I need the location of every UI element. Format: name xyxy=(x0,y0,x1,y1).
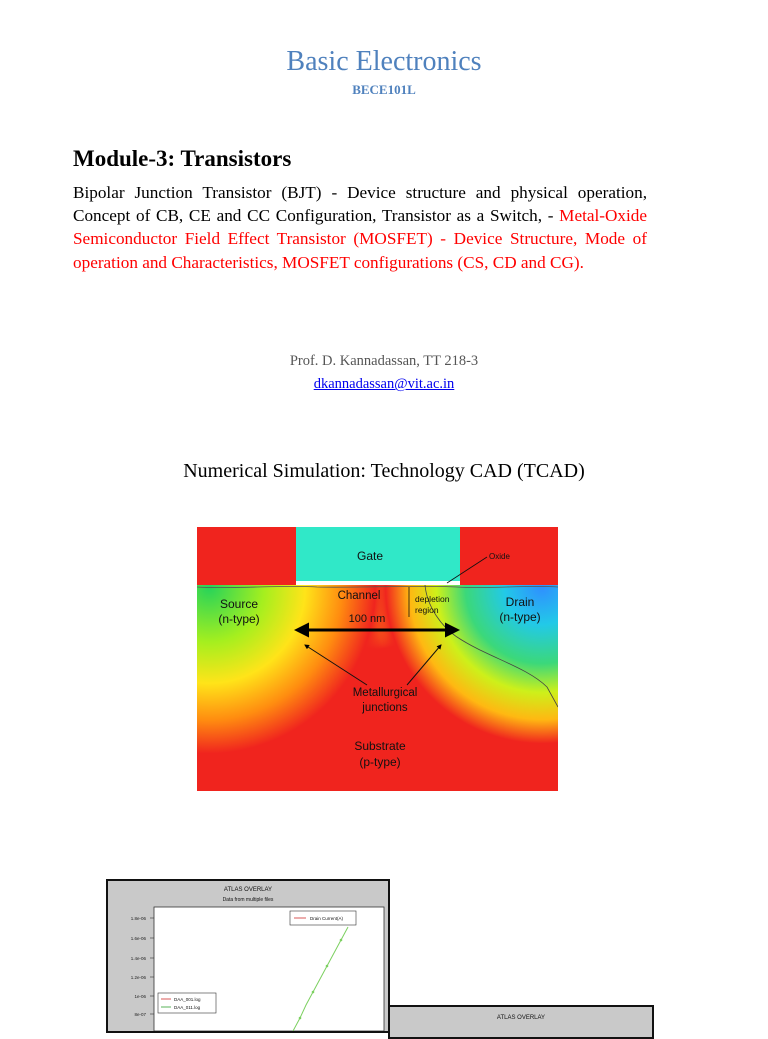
atlas-plot-1-canvas xyxy=(108,881,388,1031)
depletion-label-2: region xyxy=(415,605,439,615)
plot1-legend-a: DAA_001.log xyxy=(174,997,201,1002)
gate-label: Gate xyxy=(356,549,384,563)
plot2-title: ATLAS OVERLAY xyxy=(496,1015,546,1021)
source-label-1: Source xyxy=(219,597,259,611)
substrate-label-2: (p-type) xyxy=(359,755,401,769)
plot1-ytick: 1e-06 xyxy=(134,994,146,999)
drain-label-1: Drain xyxy=(505,595,535,609)
atlas-plot-1 xyxy=(106,879,390,1033)
depletion-label-1: depletion xyxy=(415,594,450,604)
plot1-legend-files xyxy=(158,993,216,1013)
substrate-label-1: Substrate xyxy=(354,739,406,753)
channel-label: Channel xyxy=(337,590,381,602)
plot1-ytick: 1.2e-06 xyxy=(130,975,146,980)
email-link[interactable]: dkannadassan@vit.ac.in xyxy=(313,376,455,392)
plot1-title: ATLAS OVERLAY xyxy=(223,887,273,893)
atlas-plot-2 xyxy=(388,1005,654,1039)
oxide-label: Oxide xyxy=(489,552,510,561)
plot1-ytick: 8e-07 xyxy=(134,1012,146,1017)
plot1-ytick: 1.8e-06 xyxy=(130,916,146,921)
plot1-ytick: 1.6e-06 xyxy=(130,936,146,941)
source-label-2: (n-type) xyxy=(218,612,260,626)
plot1-ytick: 1.4e-06 xyxy=(130,956,146,961)
module-description-mosfet: Metal-Oxide Semiconductor Field Effect Transistor (MOSFET) - Device Structure, Mode of operation and Characteristics, MOSFET configurations (CS, CD and CG). xyxy=(73,206,647,272)
junction-label-1: Metallurgical xyxy=(352,687,418,699)
author-line: Prof. D. Kannadassan, TT 218-3 xyxy=(289,353,479,369)
channel-length-label: 100 nm xyxy=(348,613,386,625)
module-heading: Module-3: Transistors xyxy=(73,146,292,171)
course-title: Basic Electronics xyxy=(286,46,482,77)
tcad-mosfet-figure xyxy=(197,527,558,791)
plot1-legend-b: DAA_011.log xyxy=(174,1005,201,1010)
tcad-heading: Numerical Simulation: Technology CAD (TCAD) xyxy=(183,460,585,482)
plot1-legend-main-label: Drain Current(A) xyxy=(310,916,344,921)
atlas-plot-2-canvas xyxy=(390,1007,652,1037)
module-description-bjt: Bipolar Junction Transistor (BJT) - Device structure and physical operation, Concept of CB, CE and CC Configuration, Transistor as a Switch, - xyxy=(73,183,647,226)
junction-label-2: junctions xyxy=(362,702,408,714)
oxide-layer xyxy=(296,581,460,585)
drain-label-2: (n-type) xyxy=(499,610,541,624)
module-description xyxy=(73,181,647,274)
course-code: BECE101L xyxy=(352,82,416,97)
plot1-subtitle: Data from multiple files xyxy=(222,897,274,903)
email-line xyxy=(0,376,768,393)
